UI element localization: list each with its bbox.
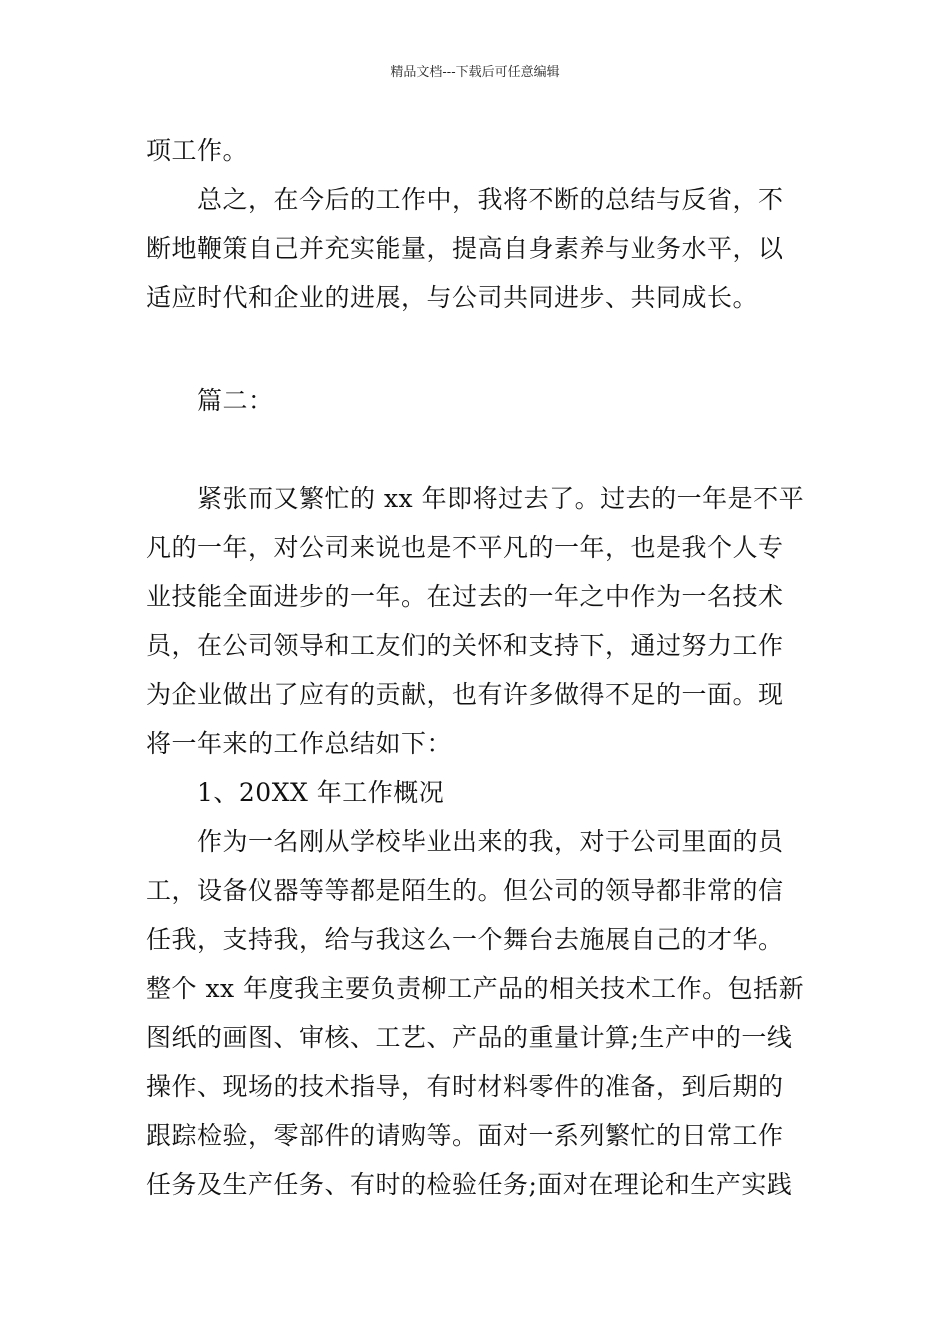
paragraph-line: 紧张而又繁忙的 xx 年即将过去了。过去的一年是不平 [197,484,805,513]
paragraph-line: 为企业做出了应有的贡献，也有许多做得不足的一面。现 [146,680,784,709]
paragraph-line: 任务及生产任务、有时的检验任务;面对在理论和生产实践 [146,1170,793,1199]
section-one [146,126,806,322]
paragraph-line: 图纸的画图、审核、工艺、产品的重量计算;生产中的一线 [146,1023,793,1052]
paragraph-line: 凡的一年，对公司来说也是不平凡的一年，也是我个人专 [146,533,784,562]
section-two-heading-block [146,376,806,425]
paragraph-line: 工，设备仪器等等都是陌生的。但公司的领导都非常的信 [146,876,784,905]
paragraph-line: 总之，在今后的工作中，我将不断的总结与反省，不 [197,185,784,214]
section-two [146,474,806,1209]
paragraph-line: 操作、现场的技术指导，有时材料零件的准备，到后期的 [146,1072,784,1101]
paragraph-line: 跟踪检验，零部件的请购等。面对一系列繁忙的日常工作 [146,1121,784,1150]
subheading: 1、20XX 年工作概况 [197,778,445,807]
paragraph-line: 适应时代和企业的进展，与公司共同进步、共同成长。 [146,283,759,312]
paragraph-line: 将一年来的工作总结如下： [146,729,453,758]
paragraph-line: 员，在公司领导和工友们的关怀和支持下，通过努力工作 [146,631,784,660]
paragraph-line: 断地鞭策自己并充实能量，提高自身素养与业务水平，以 [146,234,784,263]
paragraph-line: 作为一名刚从学校毕业出来的我，对于公司里面的员 [197,827,784,856]
paragraph-line: 项工作。 [146,136,249,165]
section-heading: 篇二： [197,386,274,415]
paragraph-line: 业技能全面进步的一年。在过去的一年之中作为一名技术 [146,582,784,611]
paragraph-line: 整个 xx 年度我主要负责柳工产品的相关技术工作。包括新 [146,974,805,1003]
page-header: 精品文档---下载后可任意编辑 [390,65,560,80]
paragraph-line: 任我，支持我，给与我这么一个舞台去施展自己的才华。 [146,925,784,954]
